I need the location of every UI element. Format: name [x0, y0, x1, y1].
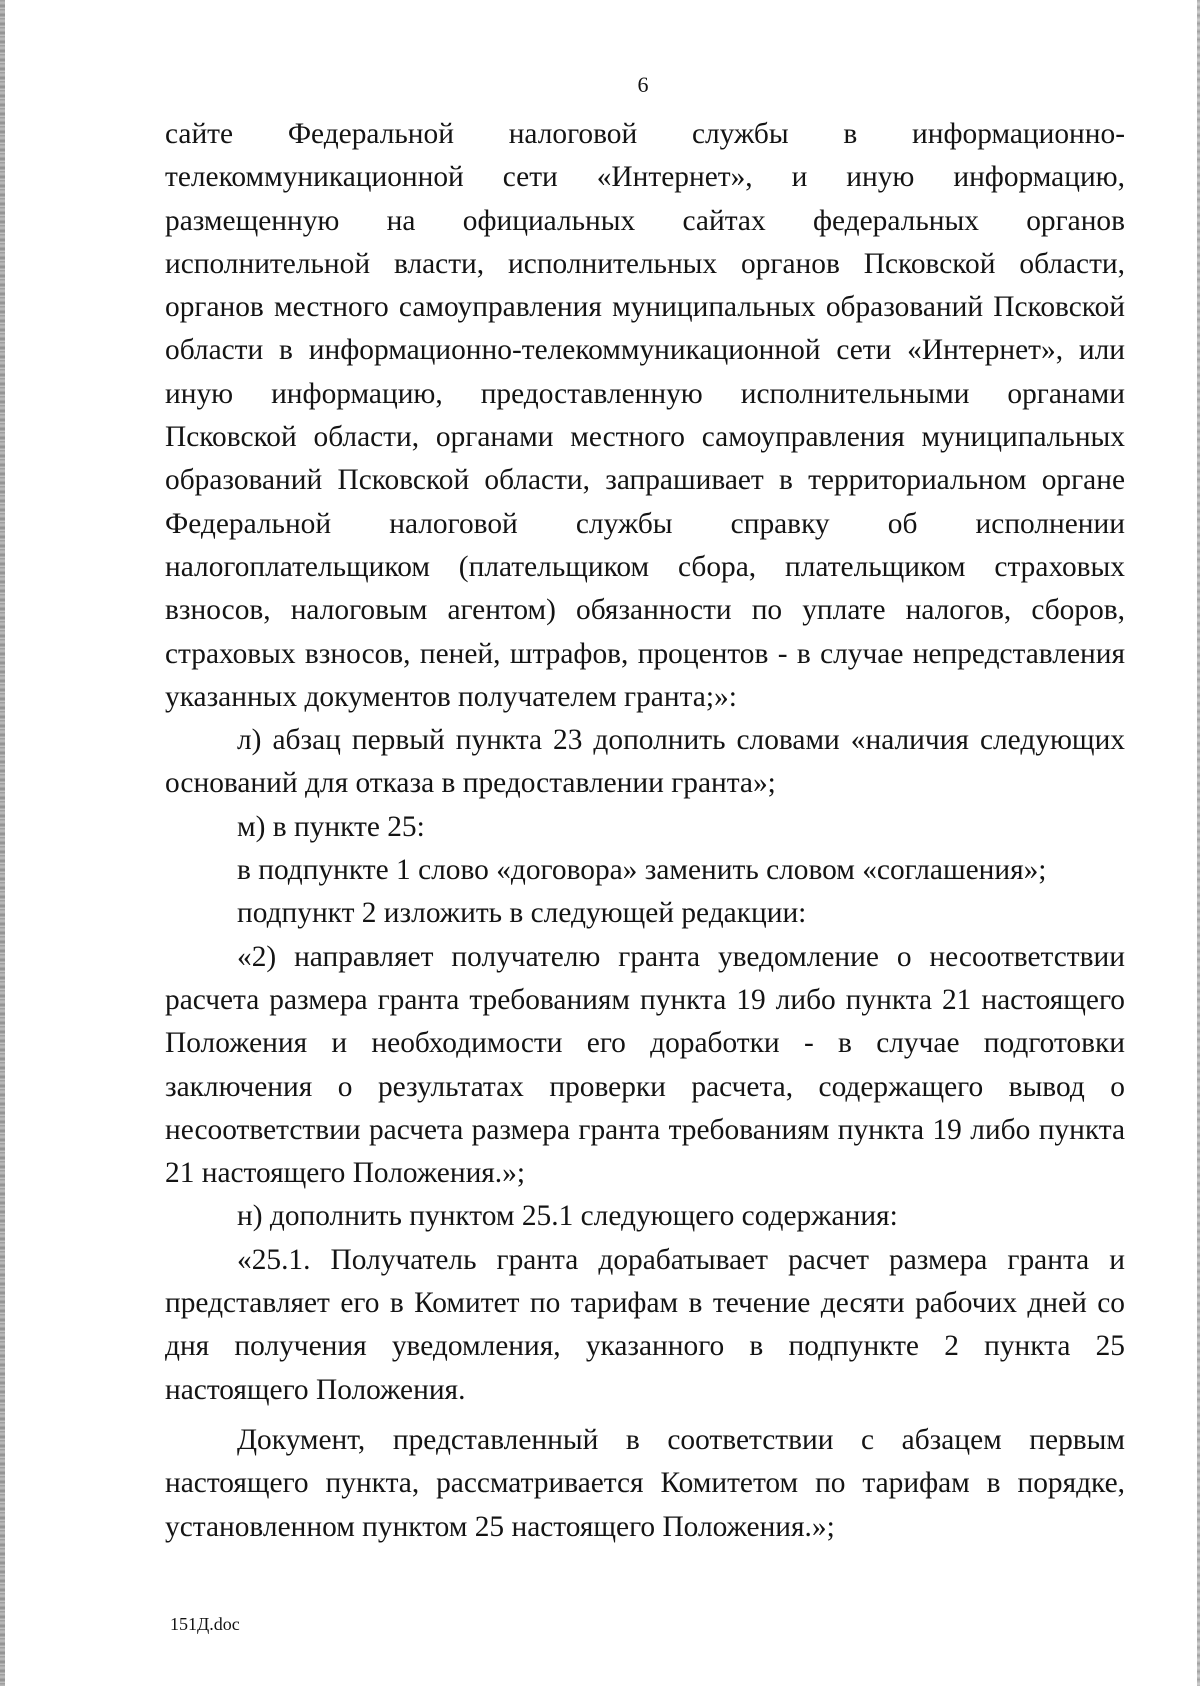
paragraph-subitem-2-text: «2) направляет получателю гранта уведомление о несоответствии расчета размера гранта требованиям пункта 19 либо пункта 21 настоящего Положения и необходимости его доработки - в случае подготовки заключения о результатах проверки расчета, содержащего вывод о несоответствии расчета размера гранта требованиям пункта 19 либо пункта 21 настоящего Положения.»; — [165, 940, 1125, 1190]
paragraph-subitem-2-intro: подпункт 2 изложить в следующей редакции: — [237, 897, 807, 930]
paragraph-point-25-1: «25.1. Получатель гранта дорабатывает расчет размера гранта и представляет его в Комитет по тарифам в течение десяти рабочих дней со дня получения уведомления, указанного в подпункте 2 пункта 25 настоящего Положения. — [165, 1243, 1125, 1406]
paragraph-item-n: н) дополнить пунктом 25.1 следующего содержания: — [237, 1200, 898, 1233]
page-number: 6 — [637, 72, 649, 97]
scan-edge-left — [0, 0, 5, 1686]
paragraph-document-clause: Документ, представленный в соответствии с абзацем первым настоящего пункта, рассматривается Комитетом по тарифам в порядке, установленном пунктом 25 настоящего Положения.»; — [165, 1423, 1125, 1543]
footer-filename: 151Д.doc — [170, 1614, 240, 1634]
document-body — [165, 113, 1125, 1549]
paragraph-subitem-1: в подпункте 1 слово «договора» заменить словом «соглашения»; — [237, 854, 1047, 887]
paragraph-item-l: л) абзац первый пункта 23 дополнить словами «наличия следующих оснований для отказа в предоставлении гранта»; — [165, 724, 1125, 800]
paragraph-continuation: сайте Федеральной налоговой службы в информационно-телекоммуникационной сети «Интернет», и иную информацию, размещенную на официальных сайтах федеральных органов исполнительной власти, исполнительных органов Псковской области, органов местного самоуправления муниципальных образований Псковской области в информационно-телекоммуникационной сети «Интернет», или иную информацию, предоставленную исполнительными органами Псковской области, органами местного самоуправления муниципальных образований Псковской области, запрашивает в территориальном органе Федеральной налоговой службы справку об исполнении налогоплательщиком (плательщиком сбора, плательщиком страховых взносов, налоговым агентом) обязанности по уплате налогов, сборов, страховых взносов, пеней, штрафов, процентов - в случае непредставления указанных документов получателем гранта;»: — [165, 118, 1125, 713]
paragraph-item-m: м) в пункте 25: — [237, 810, 425, 843]
